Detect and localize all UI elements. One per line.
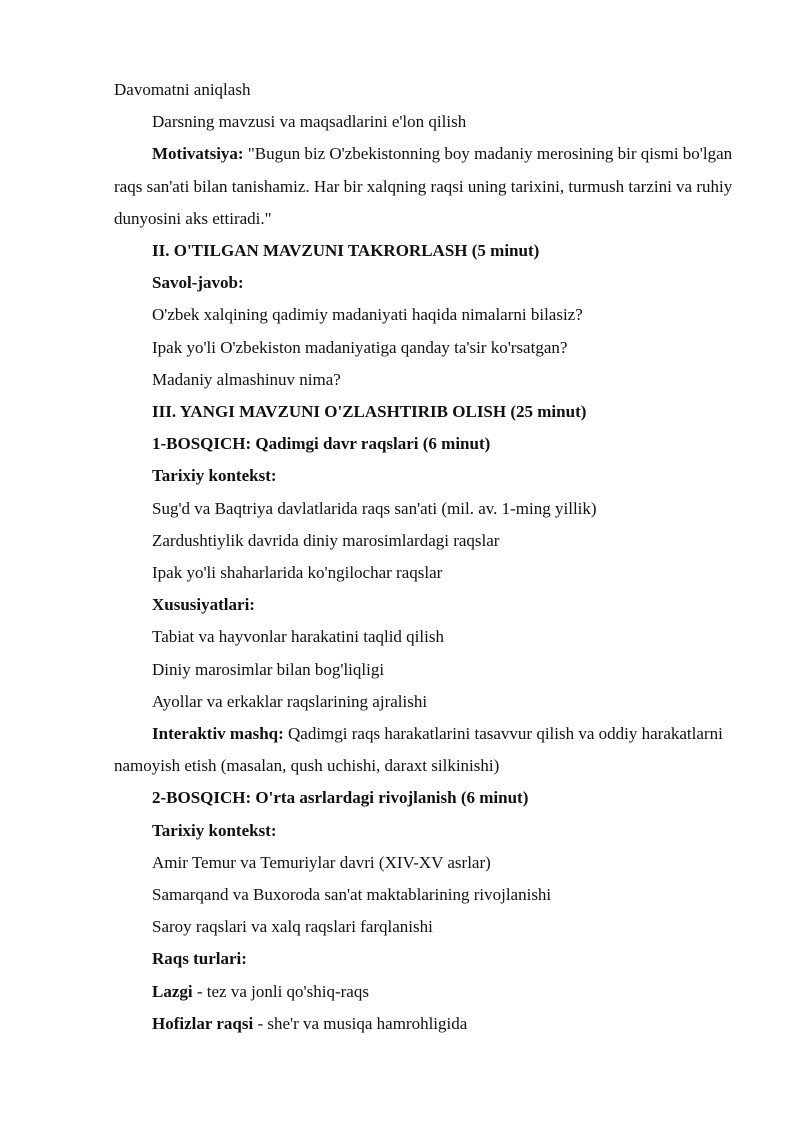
section-2-heading-text: II. O'TILGAN MAVZUNI TAKRORLASH (5 minut) xyxy=(152,241,540,261)
context-2-item-2: Samarqand va Buxoroda san'at maktablarining rivojlanishi xyxy=(152,885,552,905)
qa-heading-text: Savol-javob: xyxy=(152,273,244,293)
dance-types-heading xyxy=(114,943,740,975)
question-1: O'zbek xalqining qadimiy madaniyati haqida nimalarni bilasiz? xyxy=(152,305,583,325)
dance-types-heading-text: Raqs turlari: xyxy=(152,949,247,969)
feature-item-3: Ayollar va erkaklar raqslarining ajralishi xyxy=(152,691,428,711)
stage-1-heading xyxy=(114,428,740,460)
context-2-item-3: Saroy raqslari va xalq raqslari farqlanishi xyxy=(152,917,433,937)
stage-2-heading xyxy=(114,782,740,814)
section-2-heading xyxy=(114,235,740,267)
feature-item-1: Tabiat va hayvonlar harakatini taqlid qilish xyxy=(152,627,444,647)
interactive-exercise-paragraph xyxy=(114,718,740,782)
section-3-heading xyxy=(114,396,740,428)
stage-2-heading-text: 2-BOSQICH: O'rta asrlardagi rivojlanish (6 minut) xyxy=(152,788,529,808)
dance-type-lazgi-name: Lazgi xyxy=(152,981,193,1001)
document-page xyxy=(114,74,740,1040)
dance-type-lazgi xyxy=(114,976,740,1008)
section-3-heading-text: III. YANGI MAVZUNI O'ZLASHTIRIB OLISH (25 minut) xyxy=(152,402,587,422)
interactive-exercise-text: Qadimgi raqs harakatlarini tasavvur qilish va oddiy harakatlarni namoyish etish (masalan, qush uchishi, daraxt silkinishi) xyxy=(114,724,723,776)
motivation-paragraph xyxy=(114,138,740,235)
historical-context-heading-1 xyxy=(114,460,740,492)
attendance-line: Davomatni aniqlash xyxy=(114,80,251,99)
dance-type-hofizlar xyxy=(114,1008,740,1040)
dance-type-lazgi-desc: - tez va jonli qo'shiq-raqs xyxy=(192,981,369,1001)
announce-topic-line: Darsning mavzusi va maqsadlarini e'lon qilish xyxy=(152,112,467,132)
dance-type-hofizlar-desc: - she'r va musiqa hamrohligida xyxy=(253,1013,468,1033)
features-heading xyxy=(114,589,740,621)
motivation-label: Motivatsiya: xyxy=(152,144,244,164)
historical-context-heading-1-text: Tarixiy kontekst: xyxy=(152,466,277,486)
feature-item-2: Diniy marosimlar bilan bog'liqligi xyxy=(152,659,385,679)
features-heading-text: Xususiyatlari: xyxy=(152,595,255,615)
historical-context-heading-2 xyxy=(114,815,740,847)
dance-type-hofizlar-name: Hofizlar raqsi xyxy=(152,1013,254,1033)
question-2: Ipak yo'li O'zbekiston madaniyatiga qanday ta'sir ko'rsatgan? xyxy=(152,337,568,357)
question-3: Madaniy almashinuv nima? xyxy=(152,369,341,389)
qa-heading xyxy=(114,267,740,299)
interactive-exercise-label: Interaktiv mashq: xyxy=(152,724,284,744)
context-2-item-1: Amir Temur va Temuriylar davri (XIV-XV asrlar) xyxy=(152,852,491,872)
historical-context-heading-2-text: Tarixiy kontekst: xyxy=(152,820,277,840)
motivation-text: "Bugun biz O'zbekistonning boy madaniy merosining bir qismi bo'lgan raqs san'ati bilan tanishamiz. Har bir xalqning raqsi uning tarixini, turmush tarzini va ruhiy dunyosini aks ettiradi." xyxy=(114,144,733,228)
context-1-item-3: Ipak yo'li shaharlarida ko'ngilochar raqslar xyxy=(152,563,443,583)
context-1-item-2: Zardushtiylik davrida diniy marosimlardagi raqslar xyxy=(152,530,500,550)
stage-1-heading-text: 1-BOSQICH: Qadimgi davr raqslari (6 minut) xyxy=(152,434,491,454)
context-1-item-1: Sug'd va Baqtriya davlatlarida raqs san'ati (mil. av. 1-ming yillik) xyxy=(152,498,597,518)
